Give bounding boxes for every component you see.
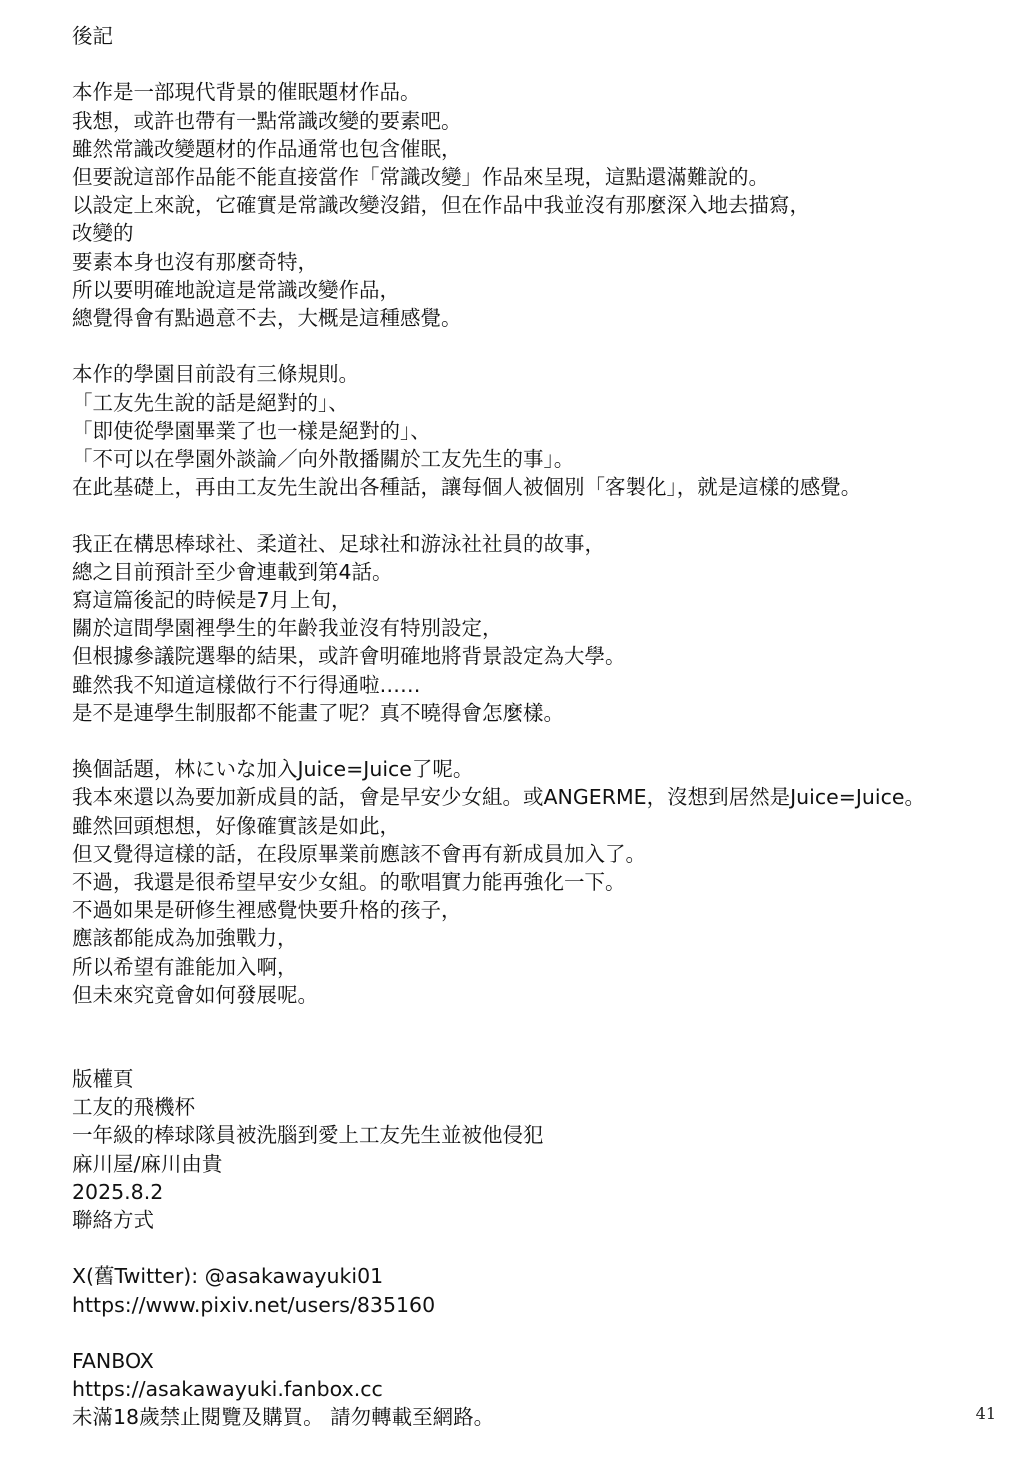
spacer: [72, 332, 1022, 360]
text-line: 關於這間學園裡學生的年齡我並沒有特別設定，: [72, 616, 503, 641]
text-line: 「不可以在學園外談論／向外散播關於工友先生的事」。: [72, 447, 575, 472]
paragraph-1: [72, 78, 1022, 332]
text-line: 「即使從學園畢業了也一樣是絕對的」、: [72, 418, 431, 443]
text-line: 本作是一部現代背景的催眠題材作品。: [72, 80, 421, 105]
text-line: 雖然我不知道這樣做行不行得通啦……: [72, 672, 421, 697]
footer-notice: 未滿18歲禁止閱覽及購買。 請勿轉載至網路。: [72, 1405, 495, 1429]
spacer: [72, 1234, 1022, 1262]
contact-fanbox: [72, 1347, 1022, 1403]
text-line: 總之目前預計至少會連載到第4話。: [72, 559, 393, 584]
twitter-handle: X(舊Twitter): @asakawayuki01: [72, 1264, 384, 1289]
work-subtitle: 一年級的棒球隊員被洗腦到愛上工友先生並被他侵犯: [72, 1123, 544, 1148]
publish-date: 2025.8.2: [72, 1179, 164, 1204]
colophon-heading: 版權頁: [72, 1067, 134, 1092]
page-title: 後記: [72, 24, 113, 48]
text-line: 我正在構思棒球社、柔道社、足球社和游泳社社員的故事，: [72, 531, 605, 556]
page-number: 41: [975, 1404, 996, 1423]
text-line: 雖然常識改變題材的作品通常也包含催眠，: [72, 136, 462, 161]
text-line: 不過，我還是很希望早安少女組。的歌唱實力能再強化一下。: [72, 870, 626, 895]
spacer: [72, 1009, 1022, 1065]
text-line: 雖然回頭想想，好像確實該是如此，: [72, 813, 400, 838]
spacer: [72, 727, 1022, 755]
spacer: [72, 501, 1022, 529]
text-line: 本作的學園目前設有三條規則。: [72, 362, 359, 387]
text-line: 但未來究竟會如何發展呢。: [72, 982, 318, 1007]
colophon: [72, 1065, 1022, 1234]
contact-x: [72, 1262, 1022, 1318]
text-line: 以設定上來說，它確實是常識改變沒錯，但在作品中我並沒有那麼深入地去描寫，: [72, 193, 810, 218]
contact-heading: 聯絡方式: [72, 1208, 154, 1233]
pixiv-url: https://www.pixiv.net/users/835160: [72, 1292, 436, 1317]
text-line: 「工友先生說的話是絕對的」、: [72, 390, 349, 415]
text-line: 但又覺得這樣的話，在段原畢業前應該不會再有新成員加入了。: [72, 841, 646, 866]
text-line: 但要說這部作品能不能直接當作「常識改變」作品來呈現，這點還滿難說的。: [72, 165, 769, 189]
text-line: 寫這篇後記的時候是7月上旬，: [72, 588, 352, 613]
text-line: 換個話題，林にいな加入Juice=Juice了呢。: [72, 757, 474, 782]
text-line: 所以希望有誰能加入啊，: [72, 954, 298, 979]
text-line: 但根據參議院選舉的結果，或許會明確地將背景設定為大學。: [72, 644, 626, 669]
text-line: 要素本身也沒有那麼奇特，: [72, 249, 318, 274]
paragraph-4: [72, 755, 1022, 1009]
fanbox-url: https://asakawayuki.fanbox.cc: [72, 1377, 383, 1402]
text-line: 我想，或許也帶有一點常識改變的要素吧。: [72, 108, 462, 133]
author: 麻川屋/麻川由貴: [72, 1151, 223, 1176]
text-line: 所以要明確地說這是常識改變作品，: [72, 277, 400, 302]
text-line: 應該都能成為加強戰力，: [72, 926, 298, 951]
afterword-text: [72, 22, 1022, 1403]
spacer: [72, 50, 1022, 78]
paragraph-2: [72, 360, 1022, 501]
text-line: 改變的: [72, 221, 134, 246]
text-line: 在此基礎上，再由工友先生說出各種話，讓每個人被個別「客製化」，就是這樣的感覺。: [72, 475, 862, 500]
paragraph-3: [72, 530, 1022, 727]
text-line: 我本來還以為要加新成員的話，會是早安少女組。或ANGERME，沒想到居然是Juice=Juice。: [72, 785, 925, 810]
spacer: [72, 1319, 1022, 1347]
text-line: 不過如果是研修生裡感覺快要升格的孩子，: [72, 898, 462, 923]
text-line: 總覺得會有點過意不去，大概是這種感覺。: [72, 306, 462, 331]
fanbox-label: FANBOX: [72, 1349, 154, 1374]
text-line: 是不是連學生制服都不能畫了呢？真不曉得會怎麼樣。: [72, 700, 564, 725]
work-title: 工友的飛機杯: [72, 1095, 195, 1120]
